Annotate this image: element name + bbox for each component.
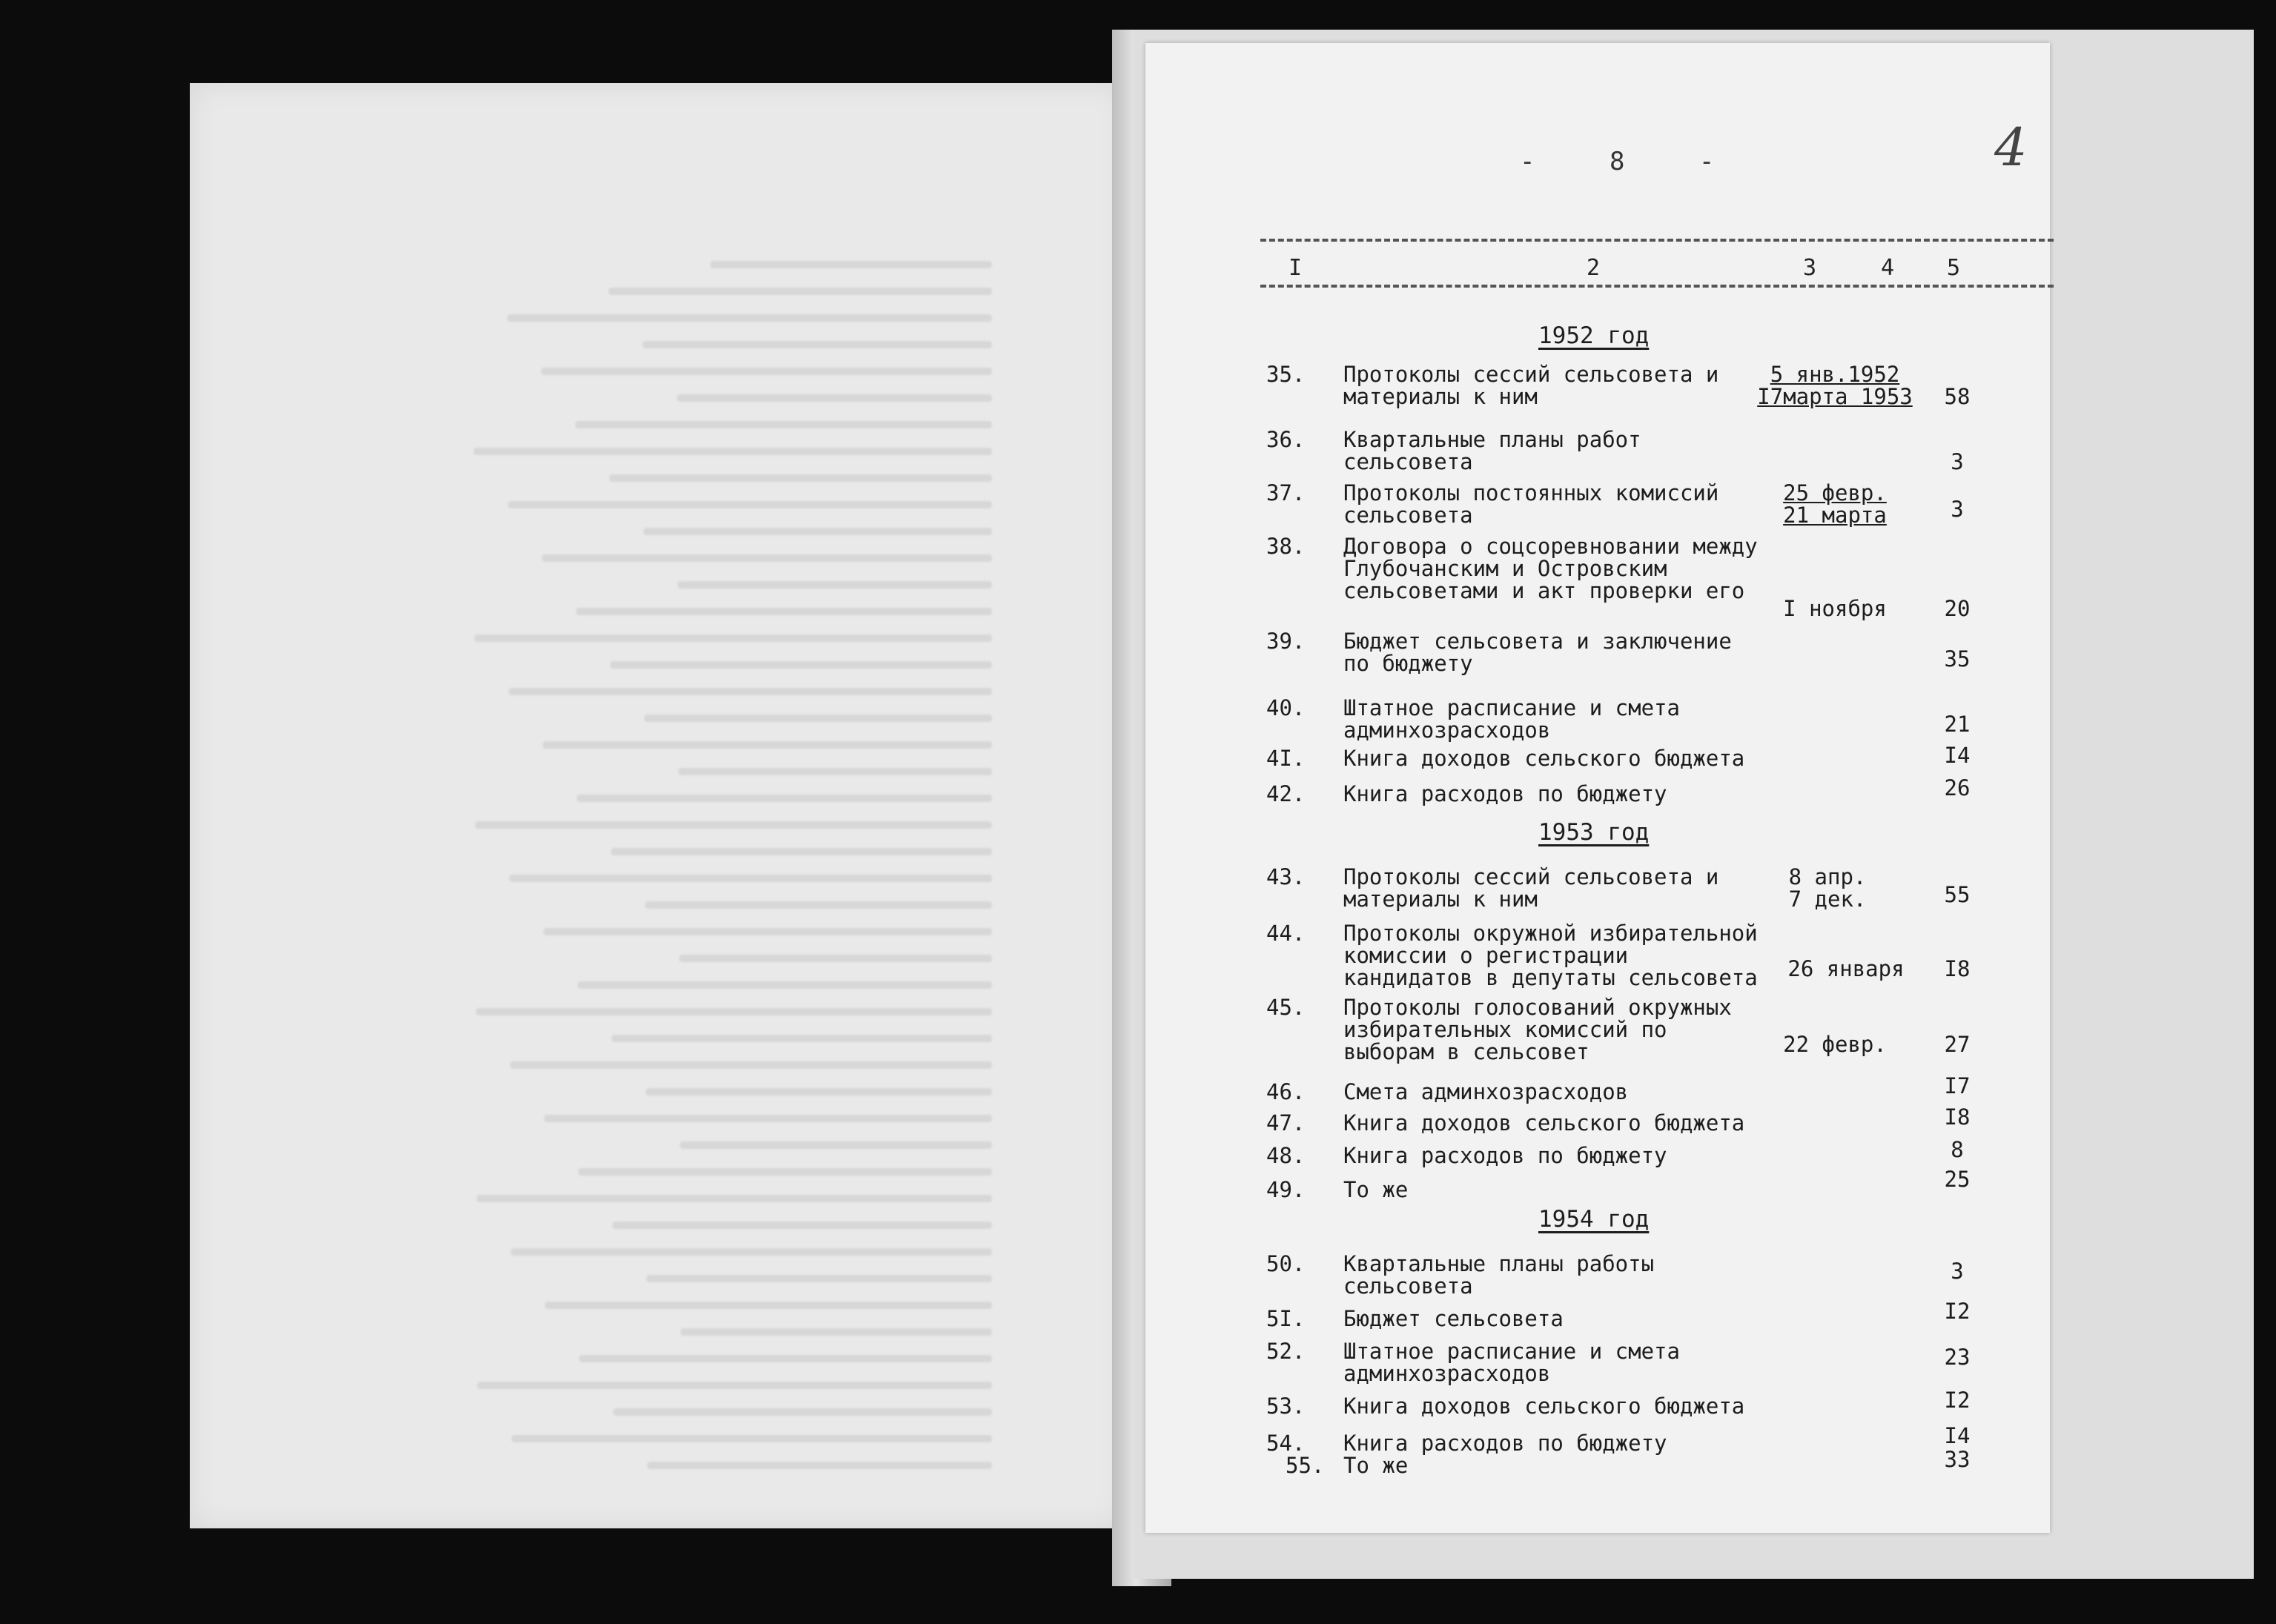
column-header-2: 2 [1587,255,1601,281]
item-sheets: 33 [1944,1447,1971,1472]
item-date: I ноября [1783,596,1887,621]
item-number: 40. [1266,695,1306,720]
item-sheets: 3 [1951,497,1964,522]
item-title: Квартальные планы работ сельсовета [1343,427,1641,474]
item-sheets: 27 [1944,1032,1971,1057]
item-title: Протоколы сессий сельсовета и материалы к ним [1343,864,1719,912]
item-title: Смета админхозрасходов [1343,1079,1629,1104]
item-title: Книга расходов по бюджету [1343,781,1667,806]
item-sheets: 25 [1944,1167,1971,1192]
item-date: 8 апр. 7 дек. [1788,864,1867,912]
item-number: 53. [1266,1393,1306,1419]
item-title: Квартальные планы работы сельсовета [1343,1251,1655,1299]
item-sheets: 35 [1944,646,1971,672]
item-title: Бюджет сельсовета [1343,1306,1564,1331]
item-title: Протоколы сессий сельсовета и материалы к ним [1343,362,1719,409]
item-title: Книга расходов по бюджету [1343,1431,1667,1456]
item-sheets: 26 [1944,775,1971,801]
item-date: 26 января [1787,956,1905,981]
item-title: Бюджет сельсовета и заключение по бюджету [1343,629,1732,676]
folio-mark: 4 [1994,117,2028,178]
item-number: 36. [1266,427,1306,452]
item-sheets: 3 [1951,1259,1964,1284]
item-title: То же [1343,1453,1409,1478]
item-sheets: I2 [1944,1299,1971,1324]
item-number: 44. [1266,921,1306,946]
item-number: 48. [1266,1143,1306,1168]
year-heading-1952: 1952 год [1538,322,1650,349]
item-number: 4I. [1266,746,1306,771]
item-number: 55. [1286,1453,1325,1478]
column-header-3: 3 [1803,255,1817,281]
item-sheets: I4 [1944,1423,1971,1448]
item-sheets: 23 [1944,1345,1971,1370]
item-title: Штатное расписание и смета админхозрасходов [1343,1339,1680,1386]
item-sheets: I2 [1944,1388,1971,1413]
item-sheets: I8 [1944,956,1971,981]
item-sheets: I4 [1944,743,1971,768]
item-sheets: 8 [1951,1137,1964,1162]
item-number: 47. [1266,1110,1306,1136]
item-title: Книга доходов сельского бюджета [1343,746,1745,771]
item-title: Штатное расписание и смета админхозрасходов [1343,695,1680,743]
item-number: 45. [1266,995,1306,1020]
item-sheets: 55 [1944,882,1971,907]
column-header-4: 4 [1881,255,1895,281]
page-number: - 8 - [1520,147,1744,176]
item-date: 22 февр. [1783,1032,1887,1057]
item-number: 50. [1266,1251,1306,1276]
year-heading-1953: 1953 год [1538,819,1650,846]
item-sheets: I8 [1944,1104,1971,1130]
year-heading-1954: 1954 год [1538,1206,1650,1233]
item-number: 38. [1266,534,1306,559]
item-title: Протоколы голосований окружных избирательных комиссий по выборам в сельсовет [1343,995,1732,1064]
item-sheets: 20 [1944,596,1971,621]
item-number: 42. [1266,781,1306,806]
item-number: 5I. [1266,1306,1306,1331]
item-number: 39. [1266,629,1306,654]
item-title: Книга расходов по бюджету [1343,1143,1667,1168]
item-date: 5 янв.1952 I7марта 1953 [1757,362,1913,409]
item-sheets: 3 [1951,449,1964,474]
item-title: Договора о соцсоревновании между Глубочанским и Островским сельсоветами и акт проверки его [1343,534,1758,603]
item-title: То же [1343,1177,1409,1202]
item-title: Протоколы окружной избирательной комиссии о регистрации кандидатов в депутаты сельсовета [1343,921,1758,990]
item-number: 52. [1266,1339,1306,1364]
item-number: 46. [1266,1079,1306,1104]
item-date: 25 февр. 21 марта [1783,480,1887,528]
item-title: Протоколы постоянных комиссий сельсовета [1343,480,1719,528]
item-title: Книга доходов сельского бюджета [1343,1110,1745,1136]
column-header-1: I [1288,255,1303,281]
item-number: 54. [1266,1431,1306,1456]
item-number: 49. [1266,1177,1306,1202]
item-sheets: 58 [1944,384,1971,409]
item-number: 35. [1266,362,1306,387]
item-title: Книга доходов сельского бюджета [1343,1393,1745,1419]
item-number: 43. [1266,864,1306,889]
item-number: 37. [1266,480,1306,506]
column-header-5: 5 [1947,255,1961,281]
item-sheets: I7 [1944,1073,1971,1098]
item-sheets: 21 [1944,712,1971,737]
